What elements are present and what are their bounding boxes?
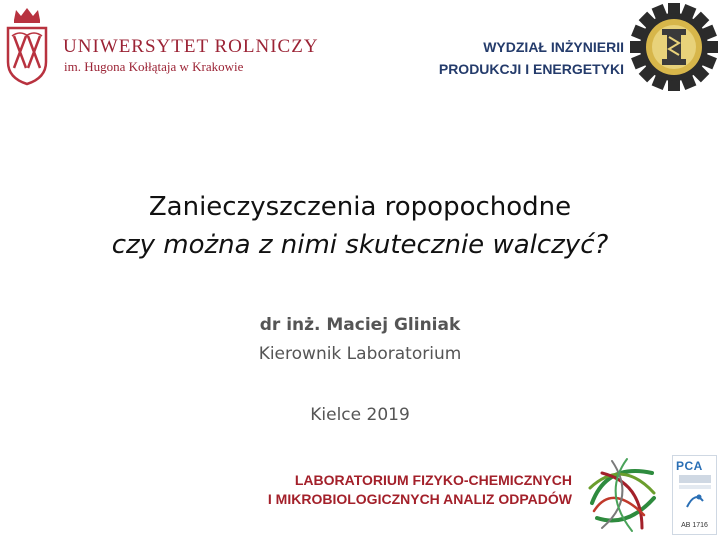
pca-number: AB 1716 bbox=[681, 522, 708, 529]
author-role: Kierownik Laboratorium bbox=[258, 344, 462, 364]
university-subtitle: im. Hugona Kołłątaja w Krakowie bbox=[64, 59, 244, 74]
faculty-line-2: PRODUKCJI I ENERGETYKI bbox=[438, 61, 624, 77]
university-name: UNIWERSYTET ROLNICZY bbox=[63, 36, 319, 57]
gear-emblem-icon bbox=[630, 3, 718, 91]
swirl-globe-icon bbox=[582, 453, 664, 535]
author-block bbox=[0, 311, 720, 369]
pca-brand: PCA bbox=[676, 459, 703, 473]
pca-accreditation-icon bbox=[677, 473, 713, 513]
author-name: dr inż. Maciej Gliniak bbox=[259, 315, 461, 335]
faculty-name bbox=[439, 36, 624, 80]
place-date: Kielce 2019 bbox=[310, 405, 410, 425]
lab-line-1: LABORATORIUM FIZYKO-CHEMICZNYCH bbox=[294, 472, 572, 488]
faculty-line-1: WYDZIAŁ INŻYNIERII bbox=[483, 39, 624, 55]
laboratory-name bbox=[268, 471, 572, 509]
title-main: Zanieczyszczenia ropopochodne bbox=[148, 192, 572, 222]
lab-line-2: I MIKROBIOLOGICZNYCH ANALIZ ODPADÓW bbox=[267, 491, 572, 507]
title-subtitle: czy można z nimi skutecznie walczyć? bbox=[111, 230, 609, 260]
pca-accreditation-badge bbox=[672, 455, 717, 535]
university-crest-icon bbox=[2, 6, 52, 86]
presentation-title bbox=[0, 188, 720, 264]
